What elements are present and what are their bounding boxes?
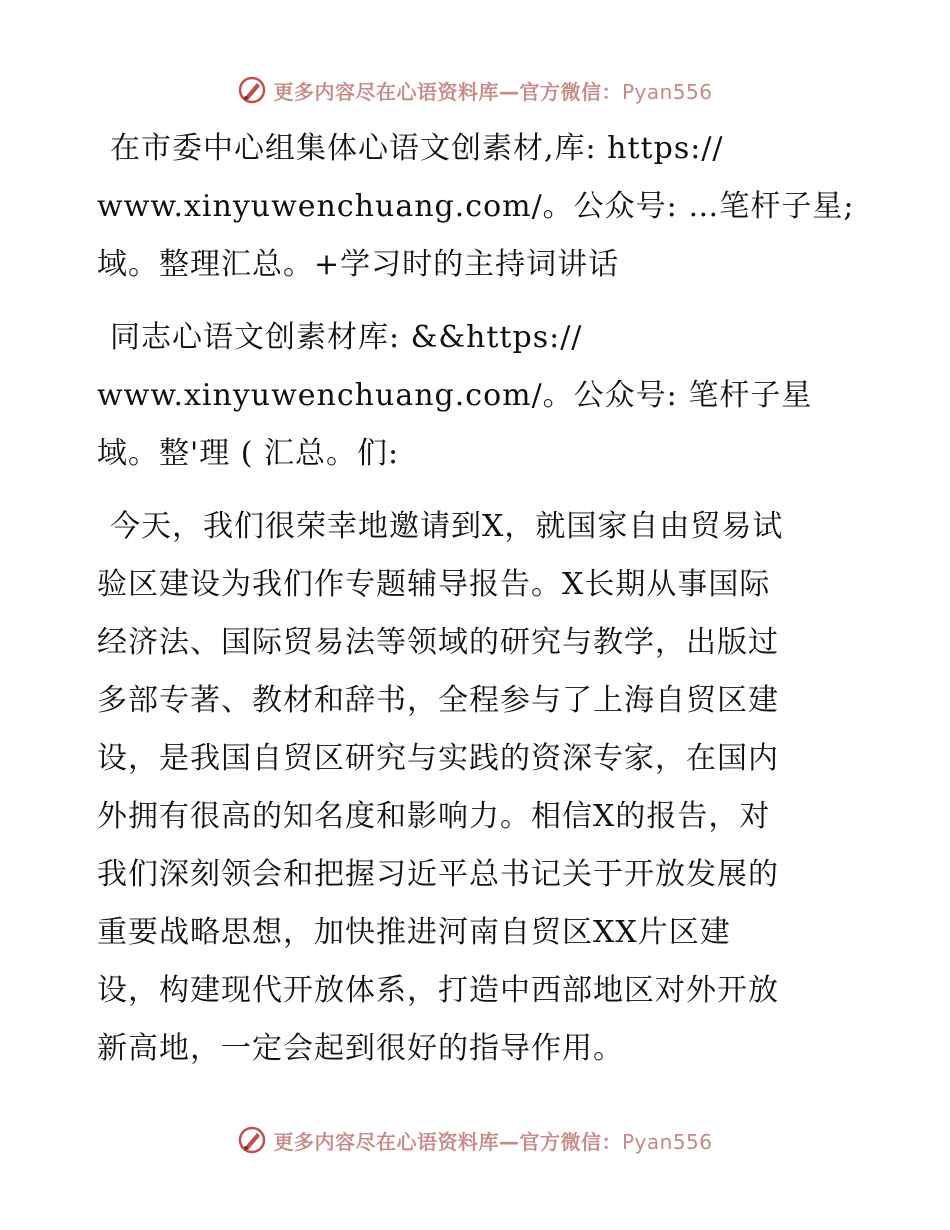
paragraph [97,120,857,294]
paragraph [97,498,857,1078]
pen-circle-logo-icon [237,1125,267,1155]
text-line: www.xinyuwenchuang.com/。公众号: 笔杆子星 [97,378,813,413]
watermark-text: 更多内容尽在心语资料库—官方微信：Pyan556 [273,79,713,104]
pen-circle-logo-icon [237,75,267,105]
text-line: 域。整理汇总。+学习时的主持词讲话 [97,247,620,282]
watermark-banner-bottom [0,1120,950,1160]
text-line: www.xinyuwenchuang.com/。公众号: …笔杆子星; [97,189,855,224]
text-line: 我们深刻领会和把握习近平总书记关于开放发展的 [97,857,779,892]
text-line: 同志心语文创素材库: &&https:// [110,320,583,355]
watermark-text: 更多内容尽在心语资料库—官方微信：Pyan556 [273,1129,713,1154]
text-line: 在市委中心组集体心语文创素材,库: https:// [110,131,724,166]
document-body [97,120,857,1078]
text-line: 设，构建现代开放体系，打造中西部地区对外开放 [97,973,779,1008]
text-line: 多部专著、教材和辞书，全程参与了上海自贸区建 [97,683,779,718]
text-line: 设，是我国自贸区研究与实践的资深专家，在国内 [97,741,779,776]
text-line: 新高地，一定会起到很好的指导作用。 [97,1031,624,1066]
text-line: 域。整'理 ( 汇总。们: [97,436,400,471]
text-line: 经济法、国际贸易法等领域的研究与教学，出版过 [97,625,779,660]
watermark-banner-top [0,70,950,110]
text-line: 外拥有很高的知名度和影响力。相信X的报告，对 [97,799,771,834]
paragraph [97,309,857,483]
text-line: 今天，我们很荣幸地邀请到X，就国家自由贸易试 [110,509,784,544]
text-line: 重要战略思想，加快推进河南自贸区XX片区建 [97,915,731,950]
text-line: 验区建设为我们作专题辅导报告。X长期从事国际 [97,567,771,602]
